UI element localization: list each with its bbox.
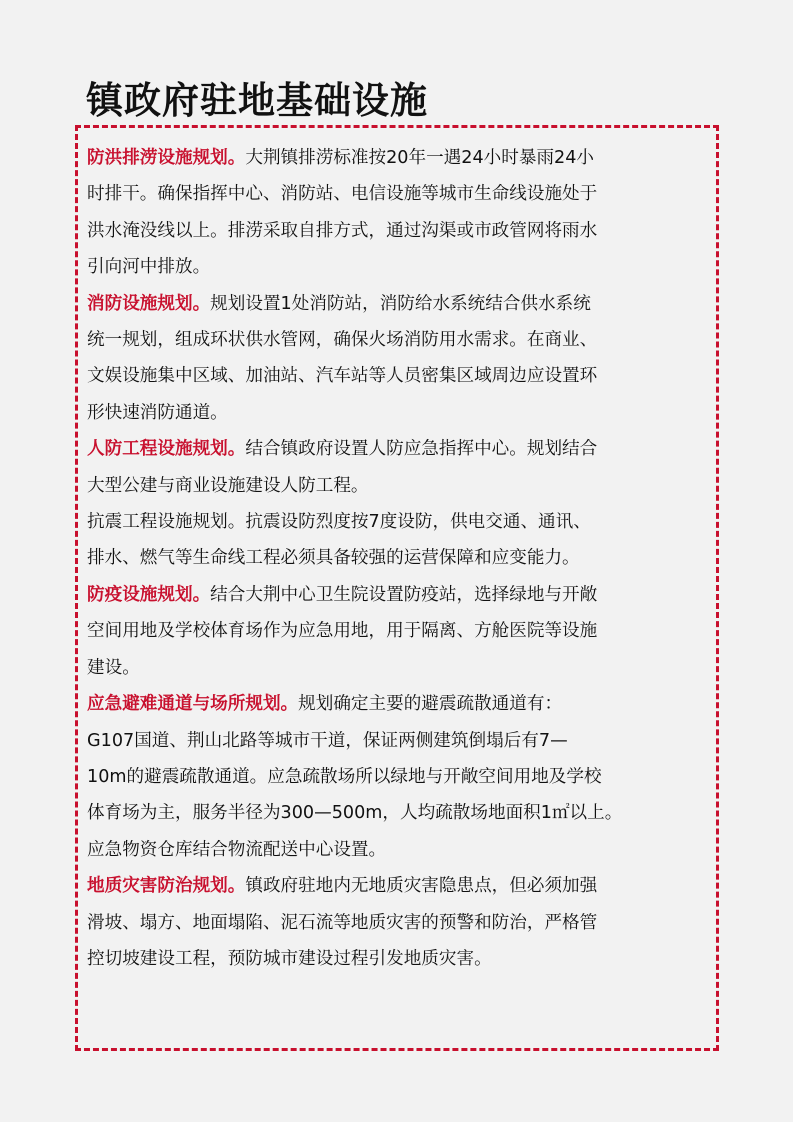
content-body: [87, 140, 717, 977]
section-text: 镇政府驻地内无地质灾害隐患点，但必须加强: [245, 876, 598, 897]
section-text: 空间用地及学校体育场作为应急用地，用于隔离、方舱医院等设施: [87, 621, 598, 642]
section-text: 排水、燃气等生命线工程必须具备较强的运营保障和应变能力。: [87, 548, 580, 569]
section-text: 规划确定主要的避震疏散通道有：: [298, 694, 563, 715]
section-line: [87, 540, 717, 576]
section-line: [87, 213, 717, 249]
section-line: [87, 905, 717, 941]
section-text: 抗震工程设施规划。抗震设防烈度按7度设防，供电交通、通讯、: [87, 512, 591, 533]
section-line: [87, 686, 717, 722]
section-text: 应急物资仓库结合物流配送中心设置。: [87, 839, 387, 860]
section-heading: 防疫设施规划。: [87, 584, 211, 605]
section-line: [87, 650, 717, 686]
section-heading: 地质灾害防治规划。: [87, 876, 246, 897]
section-text: 洪水淹没线以上。排涝采取自排方式，通过沟渠或市政管网将雨水: [87, 220, 598, 241]
section-heading: 消防设施规划。: [87, 293, 211, 314]
section-line: [87, 795, 717, 831]
section-text: 建设。: [87, 657, 140, 678]
section-line: [87, 468, 717, 504]
section-text: 结合镇政府设置人防应急指挥中心。规划结合: [245, 439, 598, 460]
page-title: 镇政府驻地基础设施: [86, 79, 428, 122]
section-line: [87, 358, 717, 394]
section-text: G107国道、荆山北路等城市干道，保证两侧建筑倒塌后有7—: [87, 730, 568, 751]
section-heading: 防洪排涝设施规划。: [87, 148, 246, 168]
section-text: 控切坡建设工程，预防城市建设过程引发地质灾害。: [87, 948, 492, 969]
section-text: 统一规划，组成环状供水管网，确保火场消防用水需求。在商业、: [87, 330, 598, 351]
section-line: [87, 249, 717, 285]
section-line: [87, 577, 717, 613]
section-line: [87, 140, 717, 176]
section-text: 体育场为主，服务半径为300—500m，人均疏散场地面积1㎡以上。: [87, 803, 623, 824]
section-line: [87, 395, 717, 431]
section-text: 引向河中排放。: [87, 257, 211, 278]
section-line: [87, 431, 717, 467]
section-text: 大荆镇排涝标准按20年一遇24小时暴雨24小: [245, 148, 595, 168]
section-text: 结合大荆中心卫生院设置防疫站，选择绿地与开敞: [210, 584, 598, 605]
section-text: 大型公建与商业设施建设人防工程。: [87, 475, 369, 496]
section-line: [87, 286, 717, 322]
section-line: [87, 322, 717, 358]
section-heading: 人防工程设施规划。: [87, 439, 246, 460]
section-text: 规划设置1处消防站，消防给水系统结合供水系统: [210, 293, 591, 314]
section-line: [87, 759, 717, 795]
section-heading: 应急避难通道与场所规划。: [87, 694, 299, 715]
section-text: 10m的避震疏散通道。应急疏散场所以绿地与开敞空间用地及学校: [87, 766, 602, 787]
section-line: [87, 832, 717, 868]
section-line: [87, 868, 717, 904]
section-line: [87, 723, 717, 759]
section-line: [87, 613, 717, 649]
section-line: [87, 941, 717, 977]
section-text: 文娱设施集中区域、加油站、汽车站等人员密集区域周边应设置环: [87, 366, 598, 387]
section-text: 滑坡、塌方、地面塌陷、泥石流等地质灾害的预警和防治，严格管: [87, 912, 598, 933]
section-line: [87, 504, 717, 540]
section-line: [87, 176, 717, 212]
section-text: 时排干。确保指挥中心、消防站、电信设施等城市生命线设施处于: [87, 184, 598, 205]
section-text: 形快速消防通道。: [87, 402, 228, 423]
